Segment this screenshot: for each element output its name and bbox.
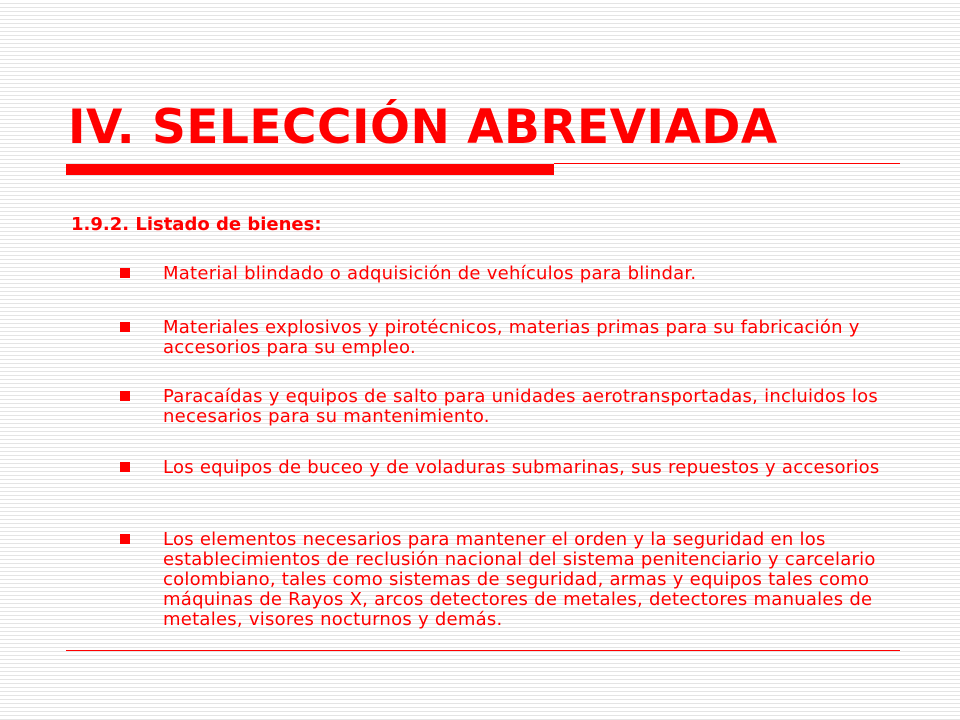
list-item	[120, 387, 880, 427]
square-bullet-icon	[120, 268, 130, 278]
list-item-text: Paracaídas y equipos de salto para unidades aerotransportadas, incluidos los necesarios para su mantenimiento.	[163, 386, 878, 427]
list-item-text: Materiales explosivos y pirotécnicos, materias primas para su fabricación y accesorios para su empleo.	[163, 317, 860, 358]
square-bullet-icon	[120, 322, 130, 332]
list-item	[120, 264, 880, 284]
title-underline-line	[554, 163, 900, 164]
slide-title: IV. SELECCIÓN ABREVIADA	[68, 100, 778, 155]
square-bullet-icon	[120, 462, 130, 472]
square-bullet-icon	[120, 534, 130, 544]
list-item-text: Los elementos necesarios para mantener el orden y la seguridad en los establecimientos de reclusión nacional del sistema penitenciario y carcelario colombiano, tales como sistemas de seguridad, armas y equipos tales como máquinas de Rayos X, arcos detectores de metales, detectores manuales de metales, visores nocturnos y demás.	[163, 529, 876, 630]
footer-divider-line	[66, 650, 900, 651]
list-item	[120, 318, 880, 358]
list-item-text: Material blindado o adquisición de vehículos para blindar.	[163, 263, 697, 284]
list-item	[120, 458, 880, 478]
square-bullet-icon	[120, 391, 130, 401]
section-subtitle: 1.9.2. Listado de bienes:	[71, 214, 322, 235]
list-item-text: Los equipos de buceo y de voladuras submarinas, sus repuestos y accesorios	[163, 457, 880, 478]
list-item	[120, 530, 880, 630]
title-underline-bar	[66, 164, 554, 175]
